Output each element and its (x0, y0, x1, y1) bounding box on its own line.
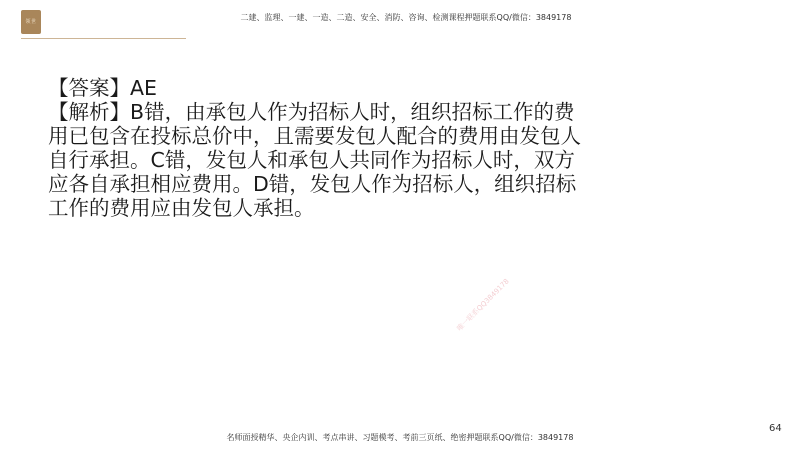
page-number: 64 (769, 423, 782, 434)
answer-line: 【答案】AE (48, 76, 157, 100)
watermark: 唯一联系QQ3849178 (455, 277, 511, 333)
slide-content (48, 76, 608, 220)
analysis-paragraph: 【解析】B错，由承包人作为招标人时，组织招标工作的费用已包含在投标总价中，且需要发包人配合的费用由发包人自行承担。C错，发包人和承包人共同作为招标人时，双方应各自承担相应费用。D错，发包人作为招标人，组织招标工作的费用应由发包人承担。 (48, 100, 581, 220)
header-divider (21, 38, 186, 39)
brand-logo-text: 领世 (25, 19, 37, 25)
header-contact-text: 二建、监理、一建、一造、二造、安全、消防、咨询、检测课程押题联系QQ/微信：3849178 (240, 13, 572, 22)
footer-contact-text: 名师面授精华、央企内训、考点串讲、习题模考、考前三页纸、绝密押题联系QQ/微信：3849178 (226, 433, 574, 442)
brand-logo (21, 10, 41, 34)
